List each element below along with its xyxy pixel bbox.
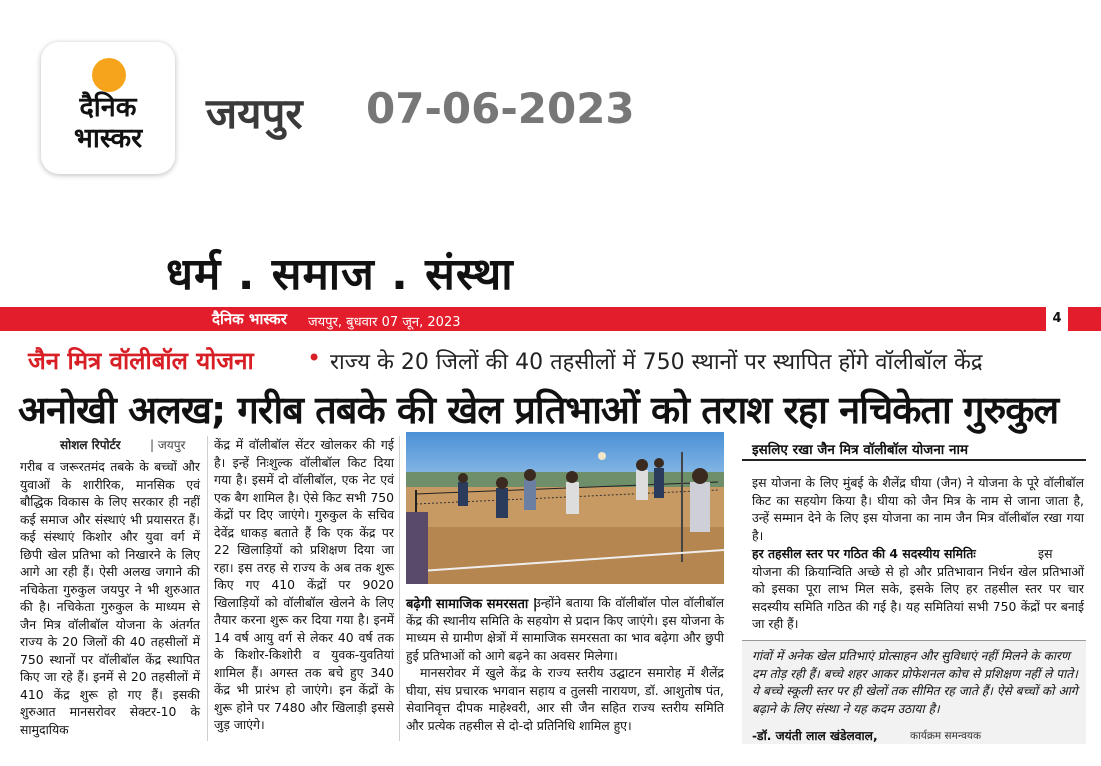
logo-line-2: भास्कर	[73, 123, 143, 154]
quote-text: गांवों में अनेक खेल प्रतिभाएं प्रोत्साहन और सुविधाएं नहीं मिलने के कारण दम तोड़ रही हैं। बच्चे शहर आकर प्रोफेशनल कोच से प्रशिक्षण नहीं ले पाते। ये बच्चे स्कूली स्तर पर ही खेलों तक सीमित रह जाते हैं। ऐसे बच्चों को आगे बढ़ाने के लिए संस्था ने यह कदम उठाया है।	[752, 649, 1078, 716]
kicker-bullet: •	[307, 344, 322, 372]
sidebar-paragraph-2: इस योजना की क्रियान्विति अच्छे से हो और प्रतिभावान निर्धन खेल प्रतिभाओं को इसका पूरा लाभ मिल सके, इसके लिए हर तहसील स्तर पर चार सदस्यीय समिति गठित की गई है। यह समितियां सभी 750 केंद्रों पर बनाई जा रही हैं।	[752, 546, 1084, 631]
article-column-1: गरीब व जरूरतमंद तबके के बच्चों और युवाओं के शारीरिक, मानसिक एवं बौद्धिक विकास के लिए सरकार ही नहीं कई समाज और संस्थाएं भी प्रयासरत हैं। कई संस्थाएं किशोर और युवा वर्ग में छिपी खेल प्रतिभा को निखारने के लिए आगे आ रही हैं। ऐसी अलख जगाने की नचिकेता गुरुकुल जयपुर ने भी शुरुआत की है। नचिकेता गुरुकुल के माध्यम से जैन मित्र वॉलीबॉल योजना के अंतर्गत राज्य के 20 जिलों की 40 तहसीलों में 750 स्थानों पर वॉलीबॉल केंद्र स्थापित किए जा रहे हैं। इनमें से 20 तहसीलों में 410 केंद्र शुरू हो गए हैं। इसकी शुरुआत मानसरोवर सेक्टर-10 के सामुदायिक	[20, 459, 200, 737]
page-number: 4	[1046, 307, 1068, 331]
sun-logo-icon	[92, 58, 126, 92]
kicker-label: जैन मित्र वॉलीबॉल योजना	[28, 347, 254, 375]
edition-date: 07-06-2023	[366, 84, 635, 133]
logo-line-1: दैनिक	[79, 92, 137, 123]
edition-city: जयपुर	[206, 89, 303, 138]
sidebar-title: इसलिए रखा जैन मित्र वॉलीबॉल योजना नाम	[752, 442, 969, 458]
photo-illustration	[406, 432, 724, 584]
section-title: धर्म . समाज . संस्था	[166, 249, 514, 300]
byline: सोशल रिपोर्टर	[60, 438, 121, 452]
strip-brand: दैनिक भास्कर	[212, 310, 287, 328]
logo-wordmark	[52, 92, 164, 154]
column-divider	[399, 436, 400, 741]
volleyball-players-photo	[406, 432, 724, 584]
headline: अनोखी अलख; गरीब तबके की खेल प्रतिभाओं को तराश रहा नचिकेता गुरुकुल	[18, 388, 1059, 432]
article-column-2: केंद्र में वॉलीबॉल सेंटर खोलकर की गई है। इन्हें निःशुल्क वॉलीबॉल किट दिया गया है। इसमें दो वॉलीबॉल, एक नेट एवं एक बैग शामिल है। ऐसे किट सभी 750 केंद्रों पर दिए जाएंगे। गुरुकुल के सचिव देवेंद्र धाकड़ बताते हैं कि एक केंद्र पर 22 खिलाड़ियों को प्रशिक्षण दिया जा रहा। इस तरह से राज्य के अब तक शुरू किए गए 410 केंद्रों पर 9020 खिलाड़ियों को वॉलीबॉल खेलने के लिए तैयार करना शुरू कर दिया गया है। इनमें 14 वर्ष आयु वर्ग से लेकर 40 वर्ष तक के किशोर-किशोरी व युवक-युवतियां शामिल हैं। अगस्त तक बचे हुए 340 केंद्र भी प्रारंभ हो जाएंगे। इन केंद्रों के शुरू होने पर 7480 और खिलाड़ी इससे जुड़ जाएंगे।	[214, 437, 394, 732]
sidebar-paragraph-1: इस योजना के लिए मुंबई के शैलेंद्र घीया (जैन) ने योजना के पूरे वॉलीबॉल किट का सहयोग किया है। घीया को जैन मित्र के नाम से जाना जाता है, उन्हें सम्मान देने के लिए इस योजना का नाम जैन मित्र वॉलीबॉल रखा गया है।	[752, 475, 1084, 543]
quote-author-role: कार्यक्रम समन्वयक	[910, 730, 982, 742]
page-header-strip	[0, 307, 1101, 331]
caption-heading: बढ़ेगी सामाजिक समरसता |	[406, 597, 538, 612]
caption-body: उन्होंने बताया कि वॉलीबॉल पोल वॉलीबॉल केंद्र की स्थानीय समिति के सहयोग से प्रदान किए जाएंगे। इस योजना के माध्यम से ग्रामीण क्षेत्रों में सामाजिक समरसता का भाव बढ़ेगा और छुपी हुई प्रतिभाओं को आगे बढ़ने का अवसर मिलेगा।	[406, 595, 724, 663]
quote-author: -डॉ. जयंती लाल खंडेलवाल,	[752, 729, 878, 743]
sidebar-subheading: हर तहसील स्तर पर गठित की 4 सदस्यीय समितिः	[752, 546, 976, 561]
column-divider	[207, 436, 208, 741]
byline-city: | जयपुर	[150, 438, 186, 452]
article-column-3: मानसरोवर में खुले केंद्र के राज्य स्तरीय उद्घाटन समारोह में शैलेंद्र घीया, संघ प्रचारक भगवान सहाय व तुलसी नारायण, डॉ. आशुतोष पंत, सेवानिवृत्त दीपक माहेश्वरी, आर सी जैन सहित राज्य स्तरीय समिति और प्रत्येक तहसील से दो-दो प्रतिनिधि शामिल हुए।	[406, 665, 724, 733]
strip-dateline: जयपुर, बुधवार 07 जून, 2023	[308, 315, 461, 330]
subheadline: राज्य के 20 जिलों की 40 तहसीलों में 750 स्थानों पर स्थापित होंगे वॉलीबॉल केंद्र	[330, 350, 983, 375]
